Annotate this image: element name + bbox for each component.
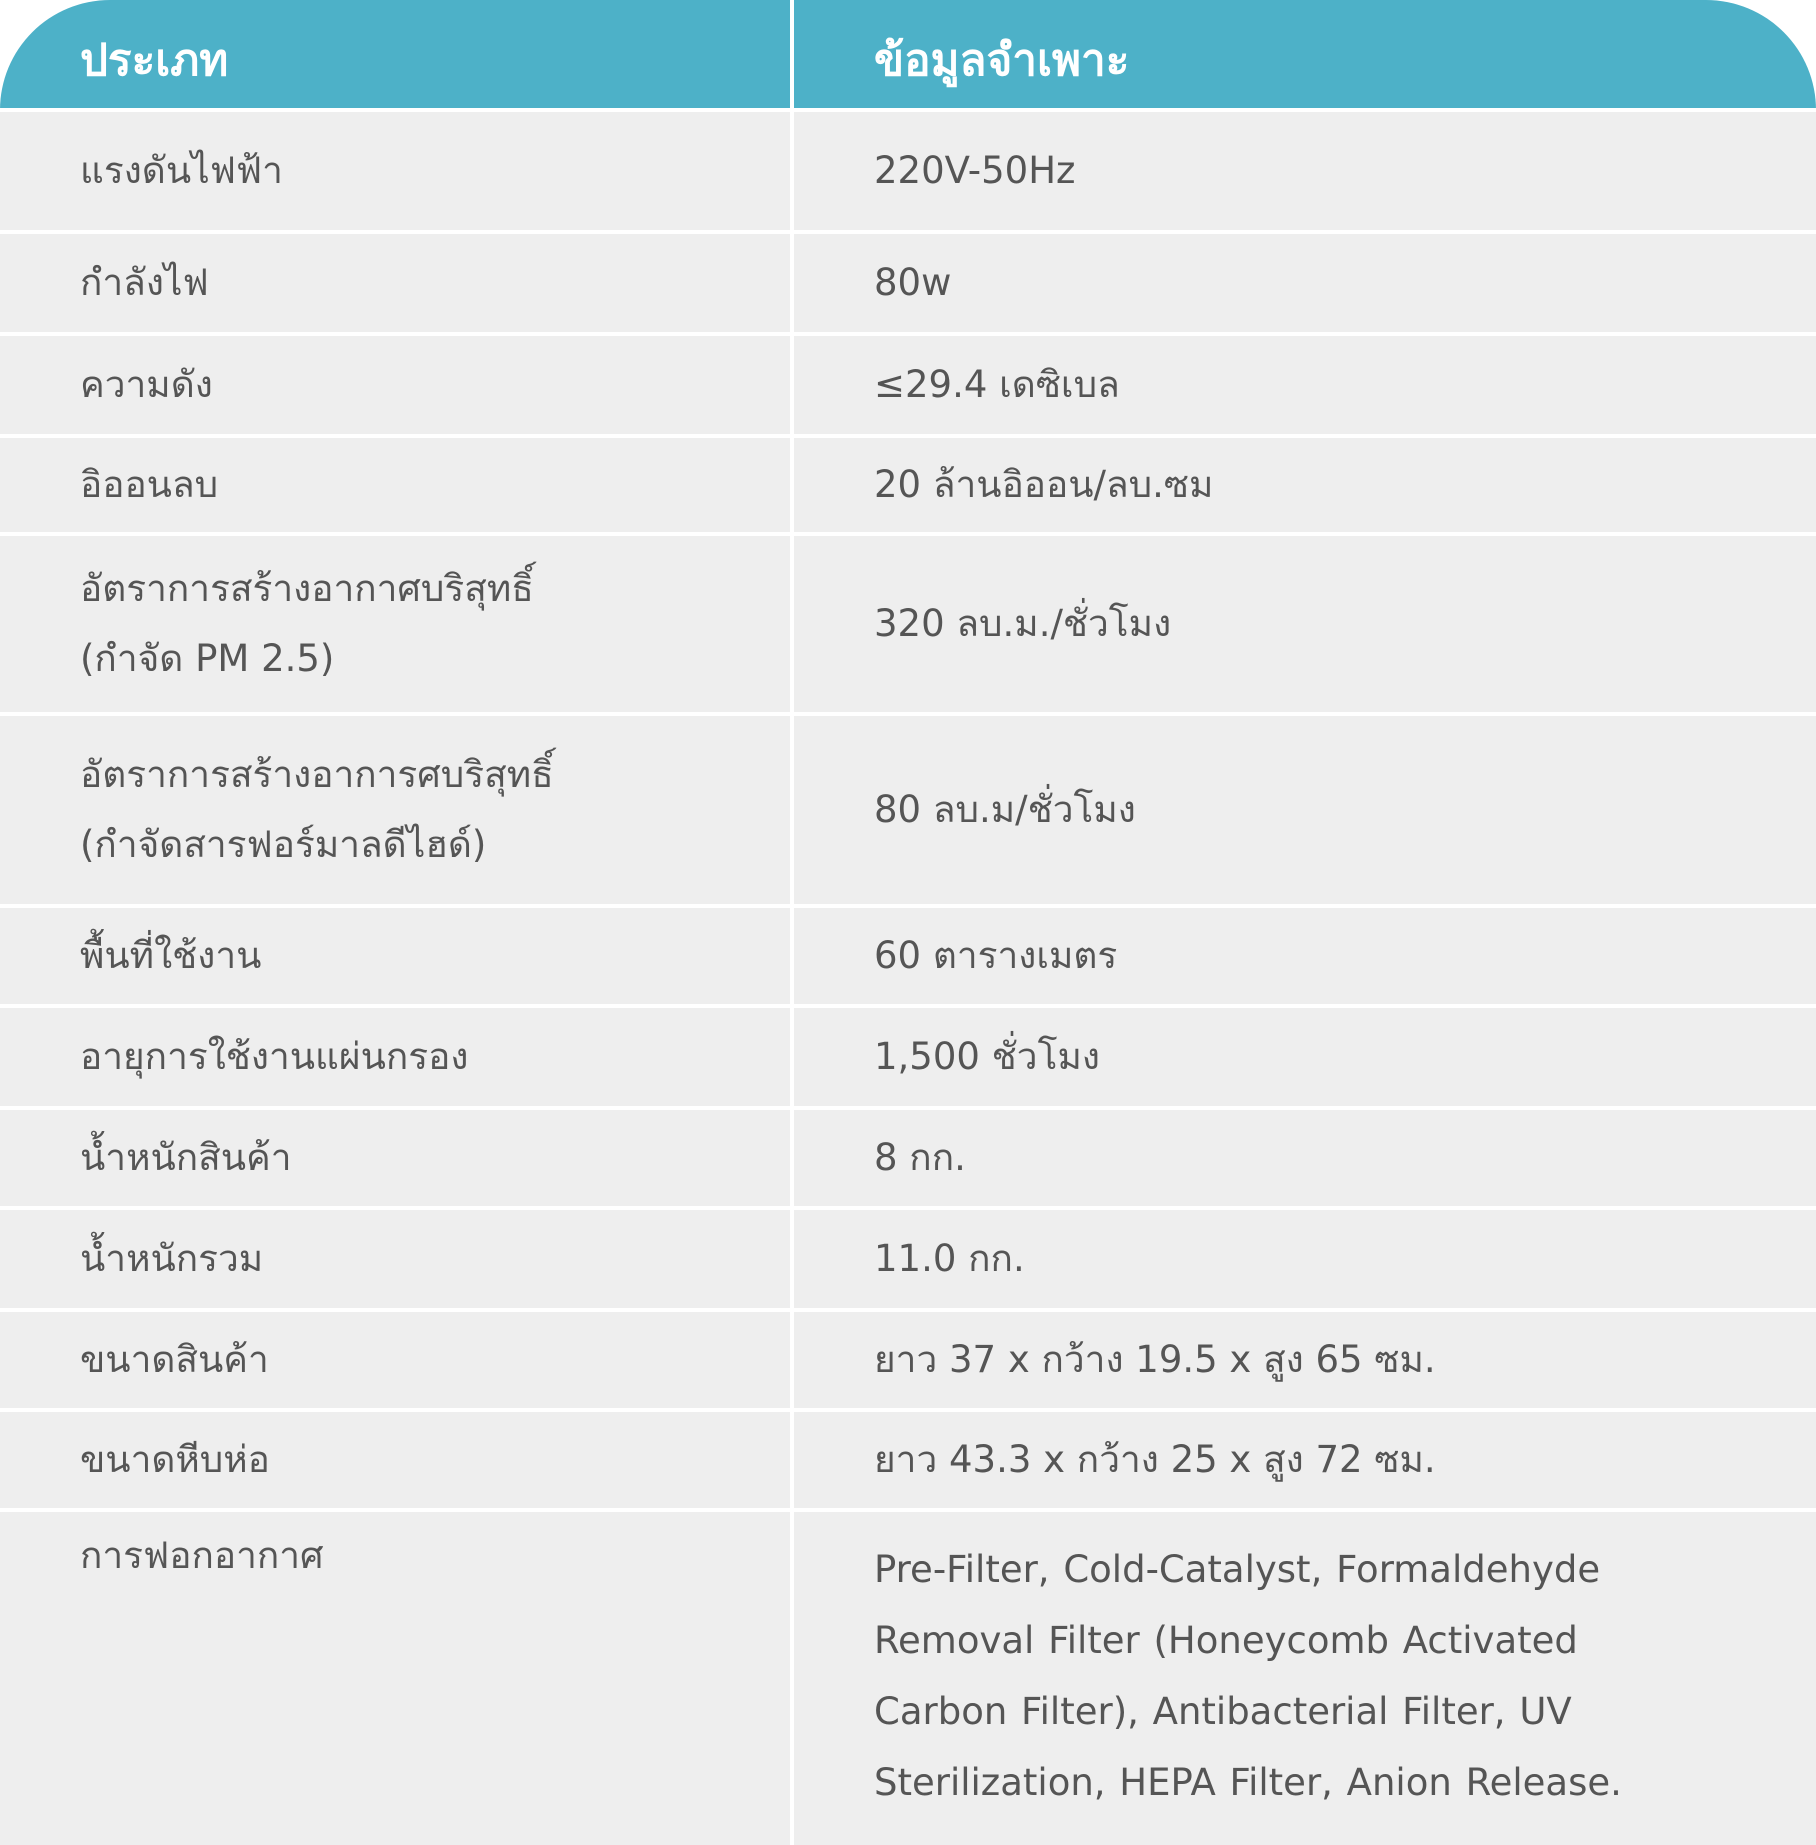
- row-label-text: ขนาดสินค้า: [80, 1337, 269, 1381]
- header-type: ประเภท: [0, 0, 790, 108]
- row-net-weight-label: [0, 1110, 790, 1206]
- row-cadr-formaldehyde-label: [0, 716, 790, 904]
- row-label-text: การฟอกอากาศ: [80, 1534, 324, 1577]
- row-gross-weight-label: [0, 1210, 790, 1308]
- row-coverage-value: 60 ตารางเมตร: [794, 908, 1816, 1004]
- row-label-line1: อัตราการสร้างอากาศบริสุทธิ์: [80, 566, 534, 610]
- row-filter-life-label: [0, 1008, 790, 1106]
- row-gross-weight-value: 11.0 กก.: [794, 1210, 1816, 1308]
- row-label-line1: อัตราการสร้างอาการศบริสุทธิ์: [80, 752, 554, 796]
- row-filter-life-value: 1,500 ชั่วโมง: [794, 1008, 1816, 1106]
- row-voltage-value: 220V-50Hz: [794, 112, 1816, 230]
- row-purification-value: Pre-Filter, Cold-Catalyst, Formaldehyde Removal Filter (Honeycomb Activated Carbon Filter), Antibacterial Filter, UV Sterilization, HEPA Filter, Anion Release.: [794, 1512, 1816, 1845]
- row-cadr-pm25-label: [0, 536, 790, 712]
- row-power-value: 80w: [794, 234, 1816, 332]
- row-noise-label: [0, 336, 790, 434]
- row-package-size-value: ยาว 43.3 x กว้าง 25 x สูง 72 ซม.: [794, 1412, 1816, 1508]
- row-anion-value: 20 ล้านอิออน/ลบ.ซม: [794, 438, 1816, 532]
- row-label-text: น้ำหนักสินค้า: [80, 1135, 292, 1179]
- row-product-size-label: [0, 1312, 790, 1408]
- row-label-text: อิออนลบ: [80, 462, 219, 506]
- row-package-size-label: [0, 1412, 790, 1508]
- row-label-text: แรงดันไฟฟ้า: [80, 148, 283, 192]
- header-spec: ข้อมูลจำเพาะ: [794, 0, 1816, 108]
- row-label-text: พื้นที่ใช้งาน: [80, 933, 262, 977]
- row-anion-label: [0, 438, 790, 532]
- row-net-weight-value: 8 กก.: [794, 1110, 1816, 1206]
- row-label-text: ขนาดหีบห่อ: [80, 1437, 270, 1481]
- row-power-label: [0, 234, 790, 332]
- row-label-text: อายุการใช้งานแผ่นกรอง: [80, 1034, 469, 1078]
- row-product-size-value: ยาว 37 x กว้าง 19.5 x สูง 65 ซม.: [794, 1312, 1816, 1408]
- row-label-line2: (กำจัด PM 2.5): [80, 637, 335, 680]
- row-cadr-formaldehyde-value: 80 ลบ.ม/ชั่วโมง: [794, 716, 1816, 904]
- row-label-text: ความดัง: [80, 362, 213, 406]
- row-label-text: กำลังไฟ: [80, 260, 209, 304]
- row-voltage-label: [0, 112, 790, 230]
- row-label-line2: (กำจัดสารฟอร์มาลดีไฮด์): [80, 823, 487, 866]
- row-noise-value: ≤29.4 เดซิเบล: [794, 336, 1816, 434]
- row-coverage-label: [0, 908, 790, 1004]
- row-cadr-pm25-value: 320 ลบ.ม./ชั่วโมง: [794, 536, 1816, 712]
- row-purification-label: [0, 1512, 790, 1845]
- row-label-text: น้ำหนักรวม: [80, 1236, 264, 1280]
